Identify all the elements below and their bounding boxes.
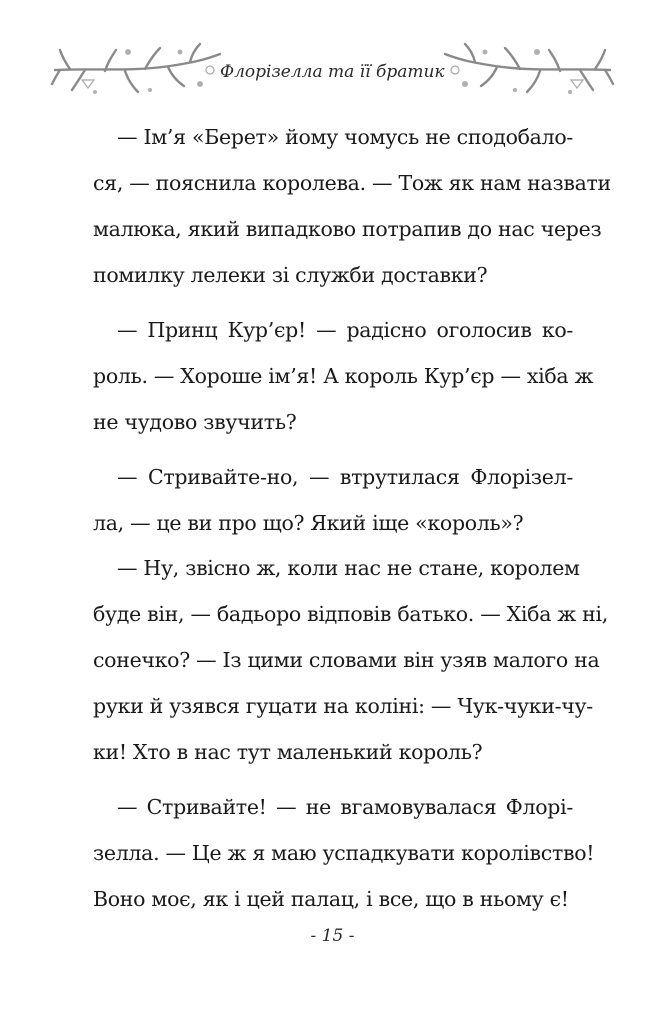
text-line: — Стривайте-но, — втрутилася Флорізел-: [117, 465, 573, 489]
text-line: не чудово звучить?: [93, 410, 297, 434]
text-line: буде він, — бадьоро відповів батько. — Хіба ж ні,: [93, 602, 608, 626]
text-line: сонечко? — Із цими словами він узяв малого на: [93, 648, 600, 672]
text-line: ла, — це ви про що? Який іще «король»?: [93, 511, 524, 535]
right-branch-ornament: [440, 40, 615, 110]
text-line: Воно моє, як і цей палац, і все, що в ньому є!: [93, 887, 569, 911]
text-line: роль. — Хороше ім’я! А король Кур’єр — хіба ж: [93, 364, 594, 388]
text-line: — Ім’я «Берет» йому чомусь не сподобало-: [117, 125, 573, 149]
text-line: — Ну, звісно ж, коли нас не стане, королем: [117, 556, 580, 580]
text-line: зелла. — Це ж я маю успадкувати королівство!: [93, 841, 595, 865]
text-line: — Стривайте! — не вгамовувалася Флорі-: [117, 795, 573, 819]
running-title: Флорізелла та її братик: [220, 62, 445, 82]
text-line: — Принц Кур’єр! — радісно оголосив ко-: [117, 318, 573, 342]
page-header: [0, 40, 665, 110]
text-line: руки й узявся гуцати на коліні: — Чук-чуки-чу-: [93, 694, 593, 718]
page-number: - 15 -: [310, 926, 355, 946]
text-line: помилку лелеки зі служби доставки?: [93, 263, 488, 287]
text-line: ки! Хто в нас тут маленький король?: [93, 740, 483, 764]
text-line: ся, — пояснила королева. — Тож як нам назвати: [93, 171, 611, 195]
text-line: малюка, який випадково потрапив до нас через: [93, 217, 602, 241]
left-branch-ornament: [50, 40, 225, 110]
